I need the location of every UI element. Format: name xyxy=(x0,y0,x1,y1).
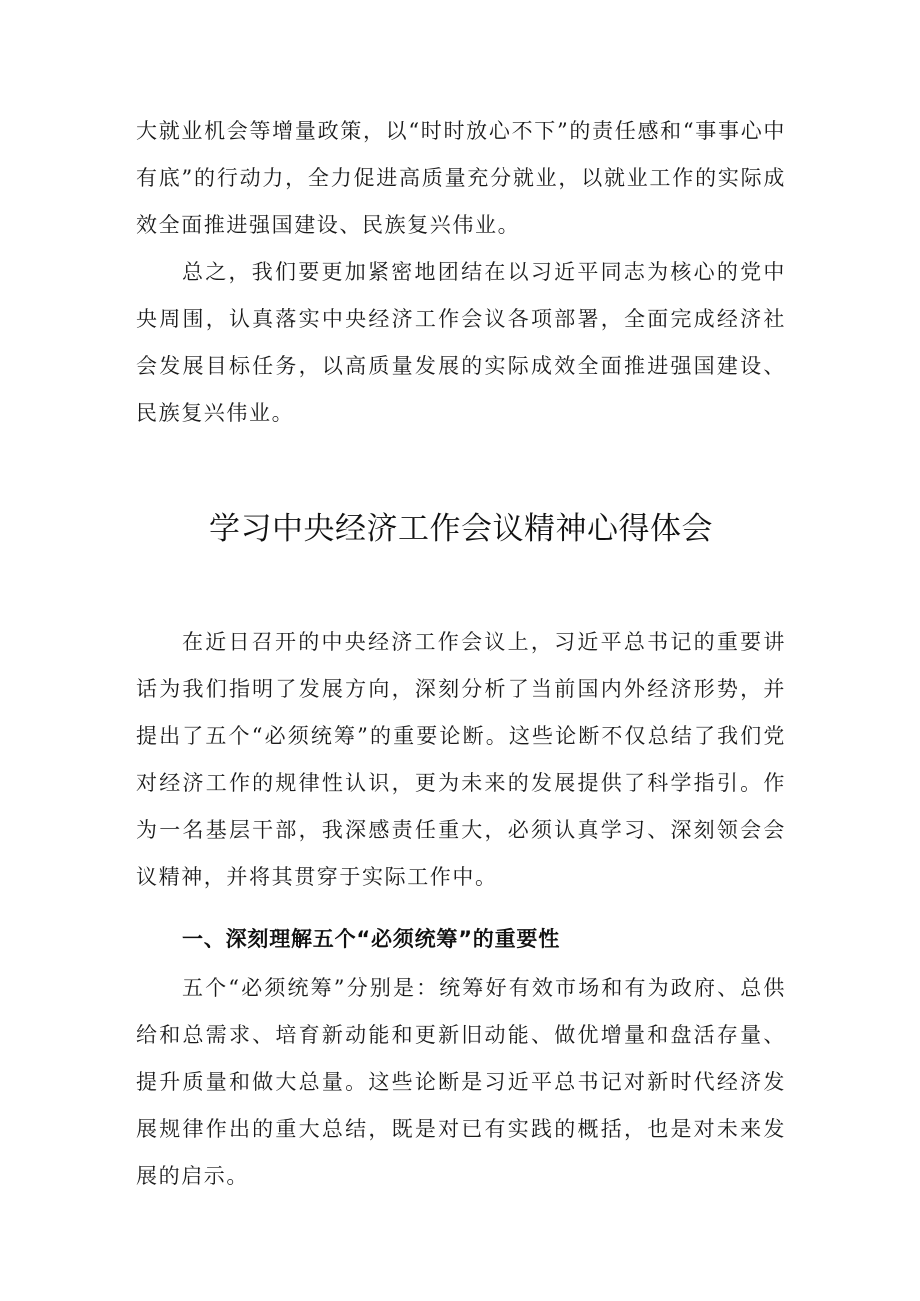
section-paragraph-1: 五个“必须统筹”分别是：统筹好有效市场和有为政府、总供给和总需求、培育新动能和更新旧动能、做优增量和盘活存量、提升质量和做大总量。这些论断是习近平总书记对新时代经济发展规律作出的重大总结，既是对已有实践的概括，也是对未来发展的启示。 xyxy=(136,976,786,1188)
conclusion-paragraph: 总之，我们要更加紧密地团结在以习近平同志为核心的党中央周围，认真落实中央经济工作会议各项部署，全面完成经济社会发展目标任务，以高质量发展的实际成效全面推进强国建设、民族复兴伟业。 xyxy=(136,260,786,425)
section-heading-1: 一、深刻理解五个“必须统筹”的重要性 xyxy=(182,927,561,951)
intro-paragraph-tail: 大就业机会等增量政策，以“时时放心不下”的责任感和“事事心中有底”的行动力，全力促进高质量充分就业，以就业工作的实际成效全面推进强国建设、民族复兴伟业。 xyxy=(136,119,786,237)
opening-paragraph: 在近日召开的中央经济工作会议上，习近平总书记的重要讲话为我们指明了发展方向，深刻分析了当前国内外经济形势，并提出了五个“必须统筹”的重要论断。这些论断不仅总结了我们党对经济工作的规律性认识，更为未来的发展提供了科学指引。作为一名基层干部，我深感责任重大，必须认真学习、深刻领会会议精神，并将其贯穿于实际工作中。 xyxy=(136,630,786,889)
document-title: 学习中央经济工作会议精神心得体会 xyxy=(209,511,713,547)
document-page xyxy=(136,108,786,1200)
